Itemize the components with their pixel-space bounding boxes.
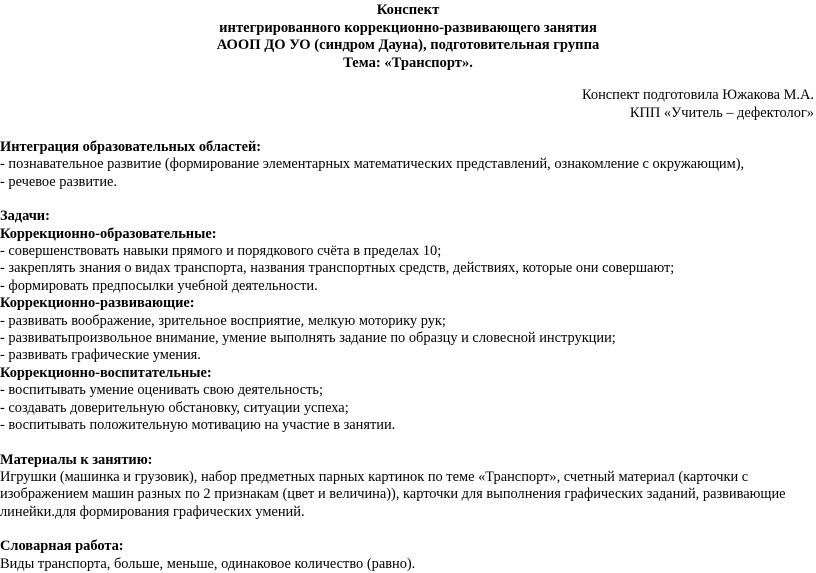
document-header [0, 2, 816, 72]
task-item: - воспитывать положительную мотивацию на участие в занятии. [0, 417, 396, 434]
integration-heading: Интеграция образовательных областей: [0, 139, 262, 155]
task-item: - развиватьпроизвольное внимание, умение выполнять задание по образцу и словесной инструкции; [0, 330, 616, 347]
task-item: - совершенствовать навыки прямого и порядкового счёта в пределах 10; [0, 243, 442, 260]
spacer [0, 521, 812, 538]
header-line-3: АООП ДО УО (синдром Дауна), подготовительная группа [216, 37, 600, 53]
materials-line: линейки.для формирования графических умений. [0, 503, 305, 520]
header-line-4: Тема: «Транспорт». [343, 54, 473, 71]
task-group-title: Коррекционно-образовательные: [0, 225, 217, 242]
materials-heading: Материалы к занятию: [0, 451, 153, 468]
header-line-1: Конспект [376, 2, 440, 18]
author-line-2: КПП «Учитель – дефектолог» [629, 104, 814, 121]
materials-line: Игрушки (машинка и грузовик), набор предметных парных картинок по теме «Транспорт», счетный материал (карточки с [0, 468, 749, 485]
integration-item: - речевое развитие. [0, 173, 118, 190]
document-body [0, 139, 812, 573]
vocabulary-heading: Словарная работа: [0, 538, 124, 555]
task-item: - закреплять знания о видах транспорта, названия транспортных средств, действиях, которые они совершают; [0, 260, 675, 277]
spacer [0, 435, 812, 452]
task-item: - развивать воображение, зрительное восприятие, мелкую моторику рук; [0, 312, 446, 329]
vocabulary-text: Виды транспорта, больше, меньше, одинаковое количество (равно). [0, 555, 416, 572]
task-item: - создавать доверительную обстановку, ситуации успеха; [0, 399, 349, 416]
materials-line: изображением машин разных по 2 признакам (цвет и величина)), карточки для выполнения графических заданий, развивающие [0, 486, 786, 503]
tasks-heading: Задачи: [0, 208, 50, 225]
task-group-title: Коррекционно-развивающие: [0, 295, 195, 312]
task-item: - воспитывать умение оценивать свою деятельность; [0, 382, 323, 399]
author-line-1: Конспект подготовила Южакова М.А. [582, 87, 814, 103]
spacer [0, 191, 812, 208]
author-block [582, 87, 814, 122]
header-line-2: интегрированного коррекционно-развивающего занятия [219, 19, 597, 36]
task-item: - развивать графические умения. [0, 347, 201, 364]
task-group-title: Коррекционно-воспитательные: [0, 364, 212, 381]
integration-item: - познавательное развитие (формирование элементарных математических представлений, ознакомление с окружающим), [0, 156, 745, 173]
task-item: - формировать предпосылки учебной деятельности. [0, 277, 318, 294]
